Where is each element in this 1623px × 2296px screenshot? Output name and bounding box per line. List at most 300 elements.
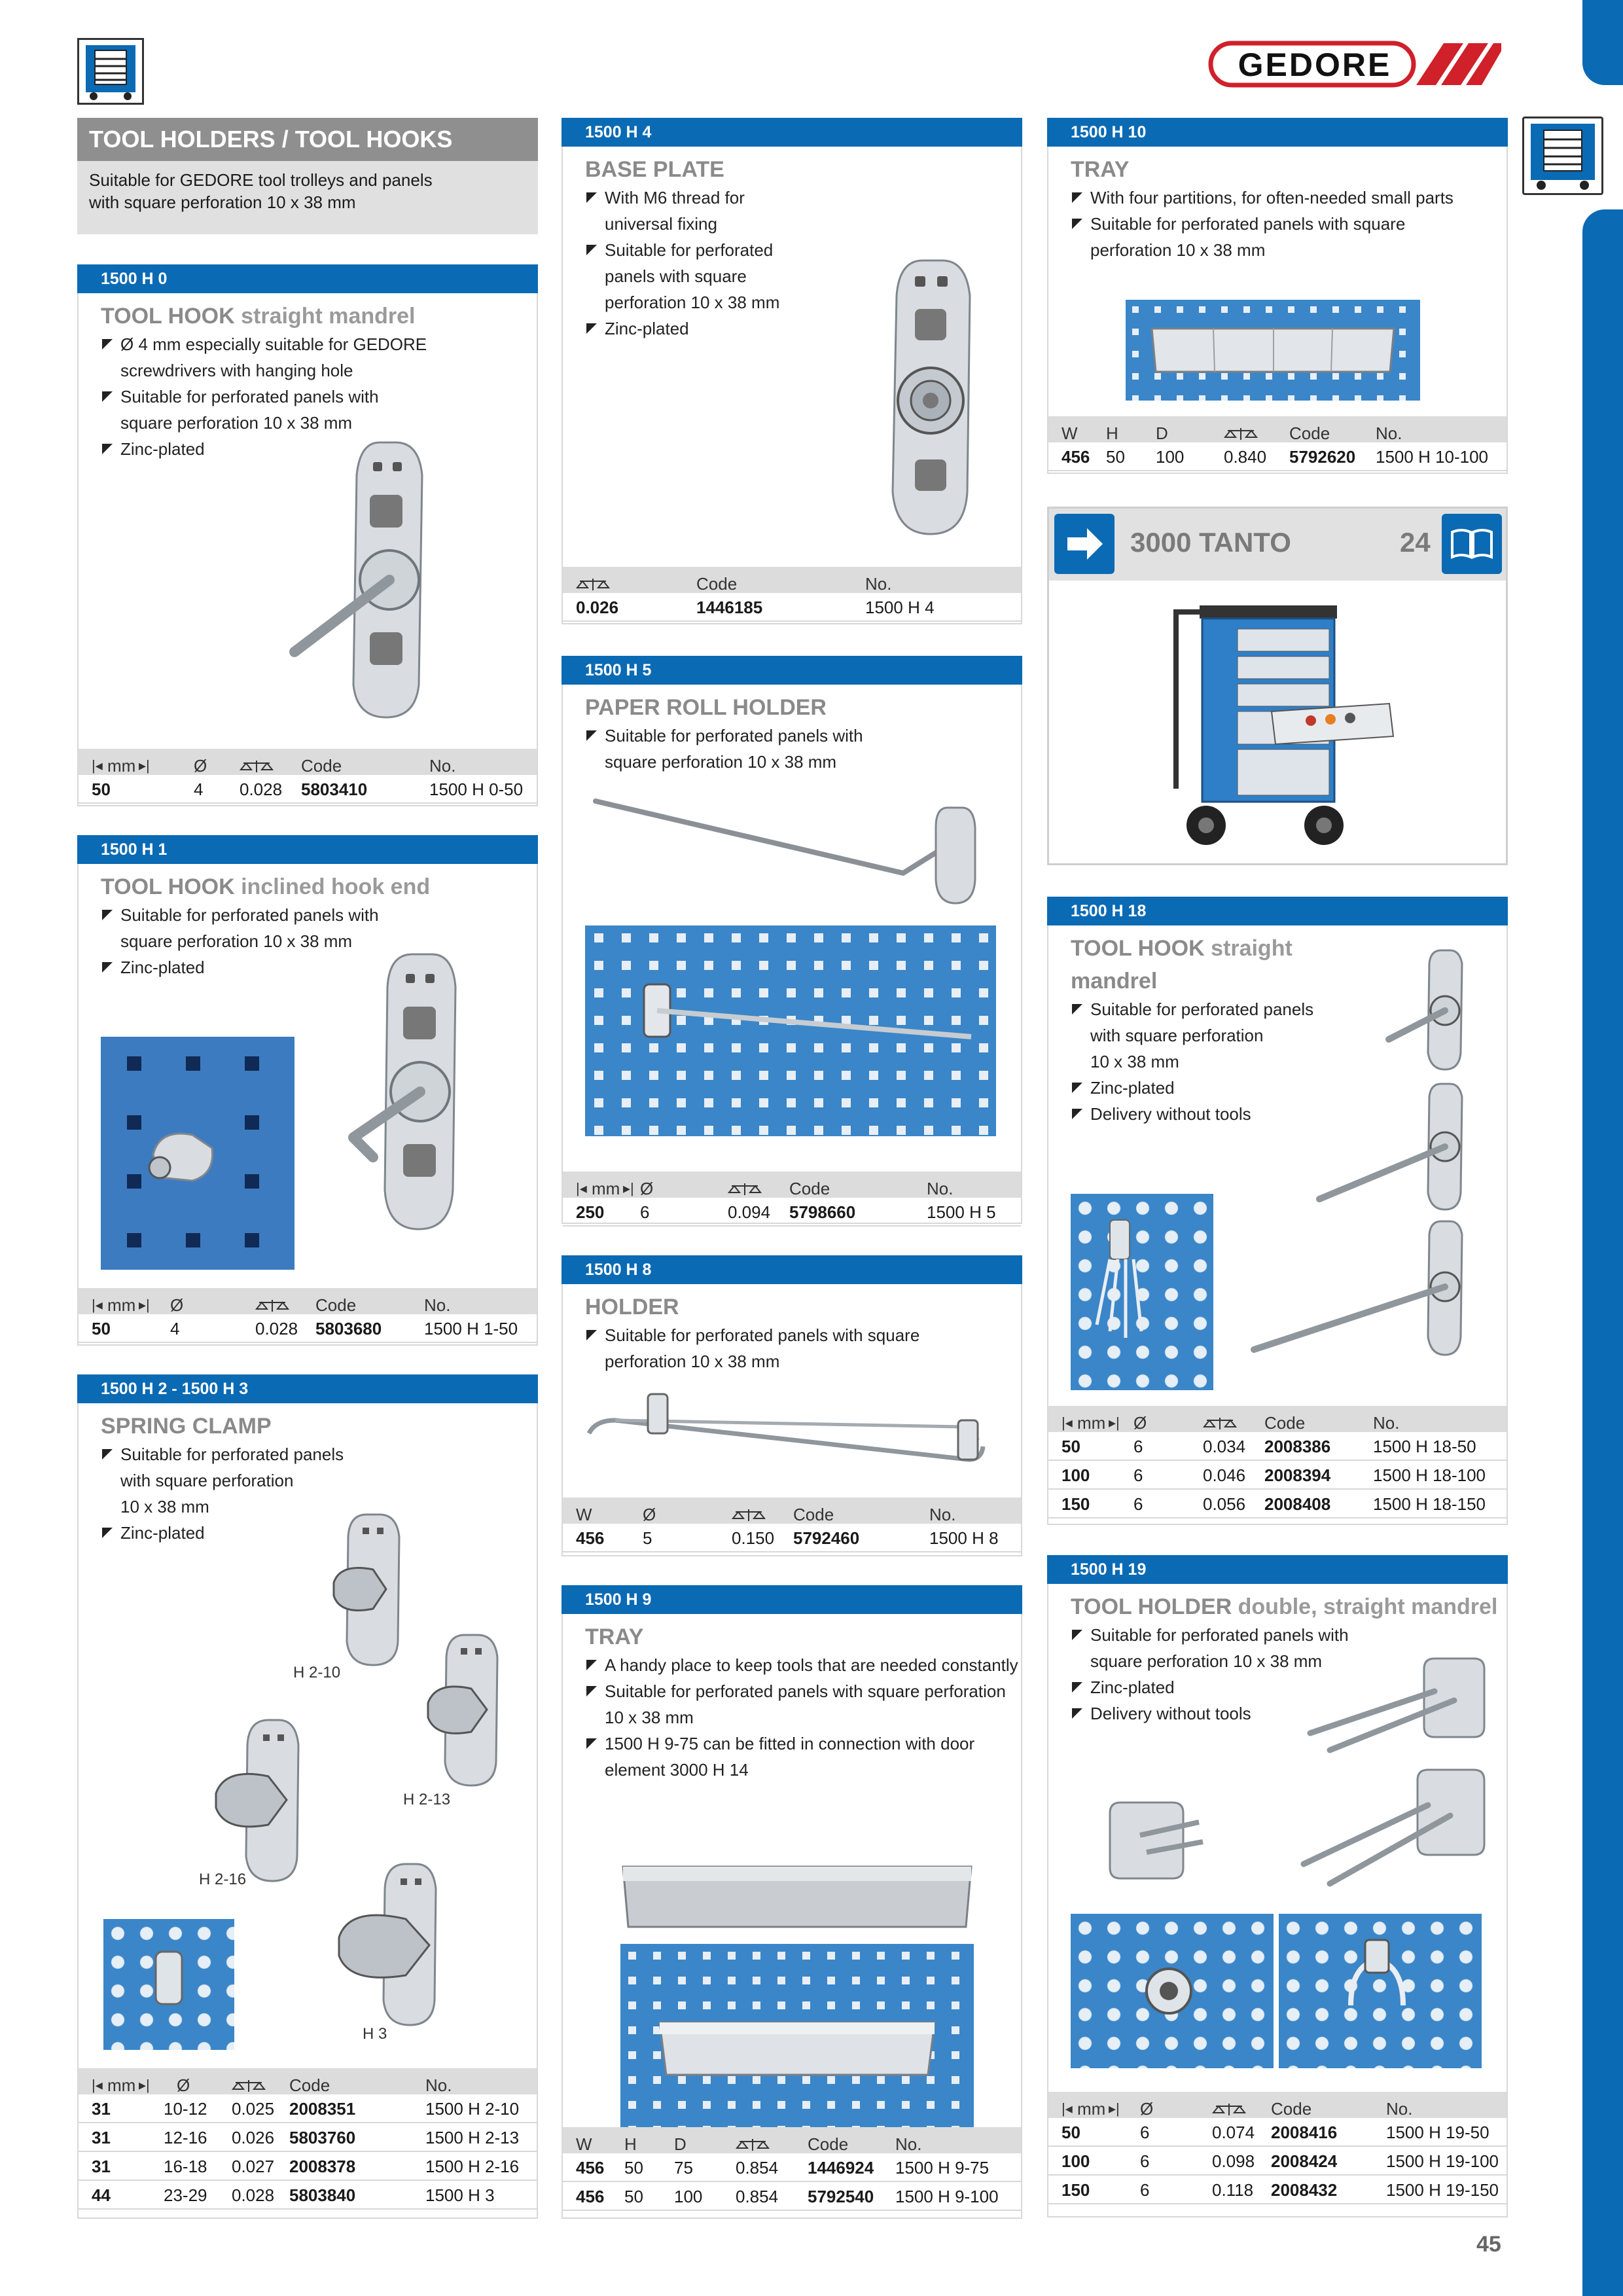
spec-header bbox=[563, 2127, 1021, 2153]
cell-length: 31 bbox=[92, 2099, 111, 2119]
cell-code: 1446185 bbox=[696, 598, 763, 617]
cell-weight: 0.098 bbox=[1212, 2151, 1255, 2171]
spec-row bbox=[79, 2123, 537, 2152]
cell-weight: 0.150 bbox=[732, 1528, 775, 1548]
tanto-page-ref[interactable]: 24 bbox=[1400, 527, 1431, 558]
feature-item: Suitable for perforated bbox=[585, 237, 779, 263]
tool-hook-50-photo bbox=[1376, 948, 1480, 1072]
cell-length: 150 bbox=[1061, 1494, 1090, 1514]
cell-diameter: 6 bbox=[1133, 1465, 1143, 1485]
spec-row bbox=[79, 775, 537, 804]
col-code: Code bbox=[315, 1295, 357, 1315]
cell-no: 1500 H 19-100 bbox=[1386, 2151, 1499, 2171]
cell-no: 1500 H 10-100 bbox=[1376, 447, 1489, 467]
cell-weight: 0.094 bbox=[728, 1202, 771, 1222]
feature-list bbox=[101, 1441, 344, 1546]
feature-item: Ø 4 mm especially suitable for GEDORE bbox=[101, 331, 427, 357]
feature-item: Zinc-plated bbox=[101, 436, 427, 462]
col-no: No. bbox=[429, 756, 456, 776]
feature-item-cont: 10 x 38 mm bbox=[605, 1708, 694, 1727]
col-diameter: Ø bbox=[170, 1295, 184, 1315]
spring-clamp-h3-photo bbox=[334, 1860, 458, 2030]
cell-diameter: 6 bbox=[1140, 2151, 1150, 2171]
card-code: 1500 H 2 - 1500 H 3 bbox=[77, 1374, 538, 1403]
card-1500-h-0 bbox=[77, 264, 538, 806]
intro-box bbox=[77, 118, 538, 234]
cell-length: 50 bbox=[92, 1319, 111, 1338]
card-title: BASE PLATE bbox=[585, 157, 724, 182]
col-length: mm bbox=[107, 2075, 136, 2095]
cell-code: 5792620 bbox=[1289, 447, 1356, 467]
col-height: H bbox=[1106, 423, 1118, 443]
spec-table bbox=[563, 1172, 1021, 1227]
intro-line-2: with square perforation 10 x 38 mm bbox=[89, 192, 356, 212]
cell-diameter: 12-16 bbox=[164, 2128, 207, 2147]
cell-code: 5803410 bbox=[301, 780, 368, 799]
cell-no: 1500 H 4 bbox=[865, 598, 935, 617]
spec-row bbox=[79, 2152, 537, 2181]
col-depth: D bbox=[1156, 423, 1168, 443]
card-code: 1500 H 18 bbox=[1047, 897, 1508, 925]
length-icon: |◂ bbox=[576, 1180, 587, 1196]
cell-width: 456 bbox=[1061, 447, 1090, 467]
cell-weight: 0.840 bbox=[1224, 447, 1267, 467]
variant-label: H 2-16 bbox=[199, 1871, 247, 1888]
card-1500-h-19 bbox=[1047, 1555, 1508, 2217]
cell-no: 1500 H 2-10 bbox=[425, 2099, 520, 2119]
card-title-line-2: mandrel bbox=[1071, 969, 1158, 994]
tool-hook-photo bbox=[281, 436, 478, 724]
variant-label: H 2-10 bbox=[293, 1664, 341, 1681]
spec-row bbox=[563, 593, 1021, 622]
feature-item: Suitable for perforated panels with square bbox=[1071, 211, 1454, 237]
cell-no: 1500 H 19-50 bbox=[1386, 2123, 1489, 2142]
intro-title: TOOL HOLDERS / TOOL HOOKS bbox=[77, 118, 538, 161]
feature-item-cont: perforation 10 x 38 mm bbox=[1090, 240, 1266, 260]
cell-weight: 0.026 bbox=[576, 598, 619, 617]
cell-no: 1500 H 18-150 bbox=[1373, 1494, 1486, 1514]
cell-diameter: 6 bbox=[640, 1202, 650, 1222]
feature-item-cont: square perforation 10 x 38 mm bbox=[605, 752, 837, 772]
feature-item: Zinc-plated bbox=[585, 315, 779, 342]
col-diameter: Ø bbox=[1133, 1413, 1147, 1433]
cell-no: 1500 H 5 bbox=[927, 1202, 996, 1222]
spec-header bbox=[563, 1172, 1021, 1198]
col-code: Code bbox=[1289, 423, 1330, 443]
cell-length: 50 bbox=[1061, 1437, 1080, 1456]
col-no: No. bbox=[425, 2075, 452, 2095]
pegboard-photo-1 bbox=[1071, 1914, 1274, 2068]
tray-photo bbox=[620, 1861, 974, 1933]
card-1500-h-4 bbox=[562, 118, 1022, 624]
spec-table bbox=[1048, 2092, 1507, 2204]
cell-no: 1500 H 1-50 bbox=[424, 1319, 518, 1338]
length-icon-end: ▸| bbox=[139, 1297, 150, 1313]
tool-trolley-icon bbox=[77, 38, 144, 105]
card-code: 1500 H 4 bbox=[562, 118, 1022, 147]
length-icon: |◂ bbox=[1061, 1414, 1073, 1431]
base-plate-photo bbox=[870, 257, 988, 538]
arrow-right-icon[interactable] bbox=[1054, 514, 1115, 574]
cell-diameter: 4 bbox=[194, 780, 204, 799]
feature-item: Suitable for perforated panels with square bbox=[585, 1322, 919, 1348]
cell-height: 50 bbox=[624, 2158, 643, 2178]
col-length: mm bbox=[1077, 2099, 1106, 2119]
card-1500-h-2-h-3 bbox=[77, 1374, 538, 2219]
cell-weight: 0.028 bbox=[232, 2185, 275, 2205]
cell-length: 250 bbox=[576, 1202, 605, 1222]
feature-list bbox=[585, 1322, 919, 1374]
tool-hook-100-photo bbox=[1310, 1081, 1480, 1212]
pegboard-photo bbox=[101, 1037, 294, 1270]
col-depth: D bbox=[674, 2134, 687, 2154]
col-diameter: Ø bbox=[640, 1179, 654, 1198]
intro-line-1: Suitable for GEDORE tool trolleys and panels bbox=[89, 170, 433, 190]
cell-no: 1500 H 18-100 bbox=[1373, 1465, 1486, 1485]
cell-no: 1500 H 0-50 bbox=[429, 780, 524, 799]
cell-weight: 0.025 bbox=[232, 2099, 275, 2119]
col-width: W bbox=[576, 1505, 592, 1524]
cell-height: 50 bbox=[624, 2187, 643, 2206]
variant-label: H 3 bbox=[363, 2025, 387, 2043]
feature-item-cont: perforation 10 x 38 mm bbox=[605, 293, 780, 312]
col-no: No. bbox=[1376, 423, 1402, 443]
tool-holder-double-photo-1 bbox=[1304, 1655, 1493, 1759]
cell-depth: 100 bbox=[1156, 447, 1185, 467]
tool-holder-double-photo-2 bbox=[1297, 1766, 1493, 1890]
col-code: Code bbox=[301, 756, 342, 776]
cell-code: 1446924 bbox=[808, 2158, 874, 2178]
cell-weight: 0.027 bbox=[232, 2157, 275, 2176]
feature-item: Zinc-plated bbox=[101, 1520, 344, 1546]
col-no: No. bbox=[1386, 2099, 1413, 2119]
cell-code: 2008408 bbox=[1264, 1494, 1331, 1514]
feature-item: With M6 thread for bbox=[585, 185, 779, 211]
cell-code: 5792540 bbox=[808, 2187, 874, 2206]
feature-item: Zinc-plated bbox=[101, 954, 379, 980]
cell-weight: 0.854 bbox=[736, 2158, 779, 2178]
cell-weight: 0.118 bbox=[1212, 2180, 1254, 2200]
cell-length: 31 bbox=[92, 2128, 111, 2147]
length-icon-end: ▸| bbox=[623, 1180, 634, 1196]
card-code: 1500 H 0 bbox=[77, 264, 538, 293]
spec-header bbox=[79, 2068, 537, 2094]
feature-item-cont: panels with square bbox=[605, 266, 747, 286]
feature-list bbox=[585, 1652, 1018, 1783]
tanto-trolley-photo bbox=[1160, 592, 1396, 857]
cell-code: 2008378 bbox=[289, 2157, 356, 2176]
feature-list bbox=[585, 185, 779, 342]
length-icon: |◂ bbox=[1061, 2100, 1073, 2117]
col-diameter: Ø bbox=[194, 756, 207, 776]
spec-header bbox=[1048, 416, 1507, 442]
cell-diameter: 6 bbox=[1133, 1494, 1143, 1514]
cell-diameter: 6 bbox=[1133, 1437, 1143, 1456]
title-rest: inclined hook end bbox=[234, 874, 431, 899]
feature-item-cont: square perforation 10 x 38 mm bbox=[120, 413, 353, 433]
card-title: TRAY bbox=[1071, 157, 1130, 182]
pegboard-photo bbox=[103, 1919, 234, 2050]
gedore-logo bbox=[1208, 38, 1503, 90]
feature-item: Suitable for perforated panels with bbox=[1071, 1622, 1349, 1648]
col-code: Code bbox=[696, 574, 738, 594]
title-rest: straight mandrel bbox=[234, 304, 416, 329]
tanto-title: 3000 TANTO bbox=[1130, 527, 1291, 558]
spec-row bbox=[1048, 2176, 1507, 2204]
col-length: mm bbox=[592, 1179, 620, 1198]
feature-item-cont: element 3000 H 14 bbox=[605, 1760, 749, 1780]
cell-diameter: 4 bbox=[170, 1319, 180, 1338]
spring-clamp-h2-10-photo bbox=[321, 1511, 419, 1668]
card-1500-h-1 bbox=[77, 835, 538, 1346]
card-title bbox=[1071, 1593, 1497, 1621]
cell-no: 1500 H 19-150 bbox=[1386, 2180, 1499, 2200]
length-icon: |◂ bbox=[92, 1297, 103, 1313]
card-code: 1500 H 8 bbox=[562, 1255, 1022, 1284]
spec-table bbox=[1048, 1406, 1507, 1518]
card-title: TRAY bbox=[585, 1624, 644, 1649]
gedore-logo-text: GEDORE bbox=[1238, 46, 1392, 83]
card-1500-h-5 bbox=[562, 656, 1022, 1224]
col-no: No. bbox=[895, 2134, 922, 2154]
card-code: 1500 H 5 bbox=[562, 656, 1022, 685]
spec-table bbox=[563, 567, 1021, 622]
col-diameter: Ø bbox=[1140, 2099, 1154, 2119]
card-code: 1500 H 1 bbox=[77, 835, 538, 864]
col-no: No. bbox=[424, 1295, 451, 1315]
card-1500-h-10 bbox=[1047, 118, 1508, 474]
spec-table bbox=[79, 1288, 537, 1343]
cell-diameter: 6 bbox=[1140, 2123, 1150, 2142]
tanto-reference-box[interactable] bbox=[1047, 507, 1508, 865]
col-length: mm bbox=[107, 1295, 136, 1315]
spec-table bbox=[563, 2127, 1021, 2211]
feature-item: A handy place to keep tools that are needed constantly bbox=[585, 1652, 1018, 1678]
cell-length: 50 bbox=[1061, 2123, 1080, 2142]
card-title: SPRING CLAMP bbox=[101, 1414, 272, 1439]
cell-no: 1500 H 2-13 bbox=[425, 2128, 520, 2147]
spec-row bbox=[563, 2182, 1021, 2211]
spec-row bbox=[1048, 1461, 1507, 1490]
tool-hook-inclined-photo bbox=[327, 948, 497, 1236]
col-code: Code bbox=[1271, 2099, 1312, 2119]
feature-item: Suitable for perforated panels bbox=[1071, 996, 1313, 1022]
feature-item: Suitable for perforated panels with bbox=[585, 723, 863, 749]
cell-diameter: 23-29 bbox=[164, 2185, 207, 2205]
feature-list bbox=[585, 723, 863, 775]
cell-weight: 0.034 bbox=[1203, 1437, 1246, 1456]
feature-item: Suitable for perforated panels with square perforation bbox=[585, 1678, 1018, 1704]
cell-depth: 100 bbox=[674, 2187, 703, 2206]
card-title bbox=[101, 302, 416, 330]
cell-length: 100 bbox=[1061, 2151, 1090, 2171]
cell-code: 2008424 bbox=[1271, 2151, 1338, 2171]
length-icon-end: ▸| bbox=[1109, 1414, 1120, 1431]
col-no: No. bbox=[927, 1179, 954, 1198]
book-icon[interactable] bbox=[1442, 514, 1502, 574]
col-diameter: Ø bbox=[177, 2075, 190, 2095]
cell-no: 1500 H 8 bbox=[929, 1528, 999, 1548]
title-rest: double, straight mandrel bbox=[1232, 1594, 1498, 1619]
col-length: mm bbox=[107, 756, 136, 776]
feature-item-cont: square perforation 10 x 38 mm bbox=[120, 931, 353, 951]
feature-item: Suitable for perforated panels bbox=[101, 1441, 344, 1467]
cell-no: 1500 H 3 bbox=[425, 2185, 495, 2205]
page-number: 45 bbox=[1476, 2232, 1501, 2257]
spec-header bbox=[79, 1288, 537, 1314]
card-title bbox=[1071, 935, 1293, 962]
title-main: TOOL HOLDER bbox=[1071, 1594, 1232, 1619]
cell-length: 44 bbox=[92, 2185, 111, 2205]
paper-roll-holder-photo bbox=[589, 788, 995, 912]
pegboard-photo bbox=[585, 925, 996, 1136]
col-no: No. bbox=[865, 574, 892, 594]
spec-row bbox=[1048, 2118, 1507, 2147]
cell-diameter: 6 bbox=[1140, 2180, 1150, 2200]
feature-item: Suitable for perforated panels with bbox=[101, 902, 379, 928]
cell-width: 456 bbox=[576, 2187, 605, 2206]
cell-code: 2008432 bbox=[1271, 2180, 1338, 2200]
cell-weight: 0.074 bbox=[1212, 2123, 1255, 2142]
col-width: W bbox=[1061, 423, 1078, 443]
col-length: mm bbox=[1077, 1413, 1106, 1433]
feature-item-cont: 10 x 38 mm bbox=[120, 1497, 209, 1516]
col-code: Code bbox=[289, 2075, 330, 2095]
spring-clamp-h2-16-photo bbox=[209, 1716, 321, 1886]
feature-item-cont: with square perforation bbox=[1090, 1026, 1264, 1045]
pegboard-photo bbox=[1071, 1194, 1213, 1390]
cell-width: 456 bbox=[576, 2158, 605, 2178]
variant-label: H 2-13 bbox=[403, 1791, 451, 1808]
spec-header bbox=[79, 749, 537, 775]
cell-weight: 0.026 bbox=[232, 2128, 275, 2147]
feature-item: Delivery without tools bbox=[1071, 1700, 1349, 1727]
cell-weight: 0.854 bbox=[736, 2187, 779, 2206]
cell-code: 2008394 bbox=[1264, 1465, 1331, 1485]
feature-item-cont: screwdrivers with hanging hole bbox=[120, 361, 353, 380]
cell-weight: 0.028 bbox=[240, 780, 283, 799]
tool-holder-double-photo-3 bbox=[1101, 1796, 1205, 1894]
card-code: 1500 H 10 bbox=[1047, 118, 1508, 147]
cell-weight: 0.046 bbox=[1203, 1465, 1246, 1485]
cell-code: 5792460 bbox=[793, 1528, 860, 1548]
feature-item: Delivery without tools bbox=[1071, 1101, 1313, 1127]
feature-item: Suitable for perforated panels with bbox=[101, 384, 427, 410]
feature-item-cont: universal fixing bbox=[605, 214, 717, 234]
card-code: 1500 H 9 bbox=[562, 1585, 1022, 1614]
card-code: 1500 H 19 bbox=[1047, 1555, 1508, 1584]
tool-hook-150-photo bbox=[1245, 1219, 1480, 1363]
cell-diameter: 5 bbox=[643, 1528, 652, 1548]
cell-diameter: 16-18 bbox=[164, 2157, 207, 2176]
spec-table bbox=[79, 749, 537, 804]
length-icon-end: ▸| bbox=[139, 757, 150, 774]
cell-code: 5798660 bbox=[789, 1202, 856, 1222]
cell-no: 1500 H 9-100 bbox=[895, 2187, 999, 2206]
spec-row bbox=[79, 2181, 537, 2210]
col-code: Code bbox=[789, 1179, 830, 1198]
cell-weight: 0.056 bbox=[1203, 1494, 1246, 1514]
col-code: Code bbox=[793, 1505, 834, 1524]
feature-item: 1500 H 9-75 can be fitted in connection with door bbox=[585, 1731, 1018, 1757]
pegboard-photo-2 bbox=[1279, 1914, 1482, 2068]
holder-photo bbox=[582, 1388, 1001, 1479]
col-height: H bbox=[624, 2134, 637, 2154]
card-title bbox=[101, 873, 430, 901]
spec-header bbox=[563, 567, 1021, 593]
cell-diameter: 10-12 bbox=[164, 2099, 207, 2119]
cell-code: 2008386 bbox=[1264, 1437, 1331, 1456]
feature-item-cont: square perforation 10 x 38 mm bbox=[1090, 1651, 1323, 1671]
feature-item: With four partitions, for often-needed small parts bbox=[1071, 185, 1454, 211]
cell-no: 1500 H 9-75 bbox=[895, 2158, 990, 2178]
cell-no: 1500 H 2-16 bbox=[425, 2157, 520, 2176]
spec-row bbox=[563, 1198, 1021, 1227]
spec-row bbox=[1048, 442, 1507, 471]
spec-row bbox=[1048, 2147, 1507, 2176]
title-main: TOOL HOOK bbox=[1071, 936, 1205, 961]
spec-row bbox=[1048, 1432, 1507, 1461]
length-icon: |◂ bbox=[92, 2077, 103, 2093]
col-diameter: Ø bbox=[643, 1505, 656, 1524]
pegboard-photo bbox=[1126, 300, 1420, 401]
card-1500-h-8 bbox=[562, 1255, 1022, 1556]
col-no: No. bbox=[929, 1505, 956, 1524]
pegboard-photo bbox=[620, 1944, 974, 2127]
length-icon-end: ▸| bbox=[1109, 2100, 1120, 2117]
cell-code: 5803680 bbox=[315, 1319, 382, 1338]
col-no: No. bbox=[1373, 1413, 1400, 1433]
col-code: Code bbox=[1264, 1413, 1306, 1433]
card-1500-h-9 bbox=[562, 1585, 1022, 2219]
cell-length: 150 bbox=[1061, 2180, 1090, 2200]
feature-item-cont: 10 x 38 mm bbox=[1090, 1052, 1179, 1071]
spec-table bbox=[79, 2068, 537, 2210]
card-title: HOLDER bbox=[585, 1295, 679, 1319]
spec-row bbox=[79, 1314, 537, 1343]
spec-row bbox=[563, 2153, 1021, 2182]
cell-width: 456 bbox=[576, 1528, 605, 1548]
feature-list bbox=[1071, 996, 1313, 1127]
spec-header bbox=[1048, 2092, 1507, 2118]
feature-item: Zinc-plated bbox=[1071, 1674, 1349, 1700]
spec-row bbox=[1048, 1490, 1507, 1518]
spec-table bbox=[563, 1498, 1021, 1552]
title-main: TOOL HOOK bbox=[101, 304, 235, 329]
feature-item: Zinc-plated bbox=[1071, 1075, 1313, 1101]
title-main: TOOL HOOK bbox=[101, 874, 235, 899]
tool-trolley-icon-side bbox=[1522, 117, 1603, 195]
edge-tab-main bbox=[1582, 209, 1623, 2296]
title-rest: straight bbox=[1204, 936, 1293, 961]
cell-code: 5803840 bbox=[289, 2185, 356, 2205]
spec-row bbox=[563, 1524, 1021, 1552]
card-title: PAPER ROLL HOLDER bbox=[585, 695, 827, 720]
cell-no: 1500 H 18-50 bbox=[1373, 1437, 1476, 1456]
spec-header bbox=[563, 1498, 1021, 1524]
cell-code: 2008351 bbox=[289, 2099, 356, 2119]
spring-clamp-h2-13-photo bbox=[419, 1631, 517, 1788]
feature-item-cont: with square perforation bbox=[120, 1471, 294, 1490]
cell-weight: 0.028 bbox=[255, 1319, 298, 1338]
cell-code: 2008416 bbox=[1271, 2123, 1338, 2142]
col-width: W bbox=[576, 2134, 592, 2154]
cell-code: 5803760 bbox=[289, 2128, 356, 2147]
col-code: Code bbox=[808, 2134, 849, 2154]
length-icon: |◂ bbox=[92, 757, 103, 774]
cell-length: 31 bbox=[92, 2157, 111, 2176]
cell-length: 50 bbox=[92, 780, 111, 799]
